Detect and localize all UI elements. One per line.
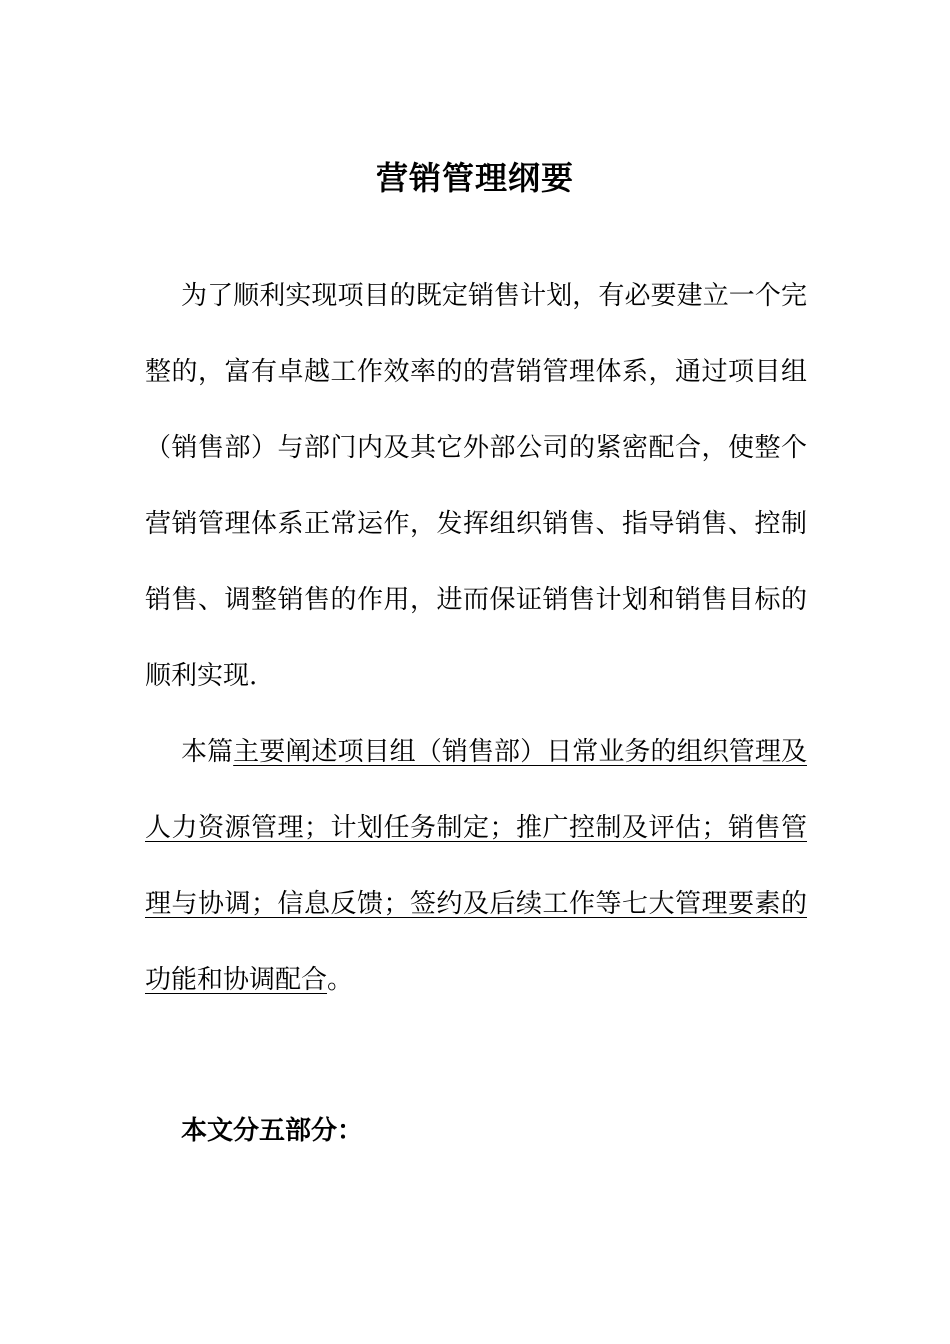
intro-paragraph: 为了顺利实现项目的既定销售计划，有必要建立一个完整的，富有卓越工作效率的的营销管理体系，通过项目组（销售部）与部门内及其它外部公司的紧密配合，使整个营销管理体系正常运作，发挥组织销售、指导销售、控制销售、调整销售的作用，进而保证销售计划和销售目标的顺利实现.	[145, 281, 807, 691]
scope-paragraph-underlined: 主要阐述项目组（销售部）日常业务的组织管理及人力资源管理；计划任务制定；推广控制及评估；销售管理与协调；信息反馈；签约及后续工作等七大管理要素的功能和协调配合	[145, 737, 807, 995]
scope-paragraph-prefix: 本篇	[181, 737, 234, 767]
section-heading: 本文分五部分：	[181, 1116, 364, 1146]
document-title: 营销管理纲要	[375, 159, 574, 197]
scope-paragraph-suffix: 。	[327, 965, 354, 995]
scope-paragraph	[145, 714, 807, 1018]
